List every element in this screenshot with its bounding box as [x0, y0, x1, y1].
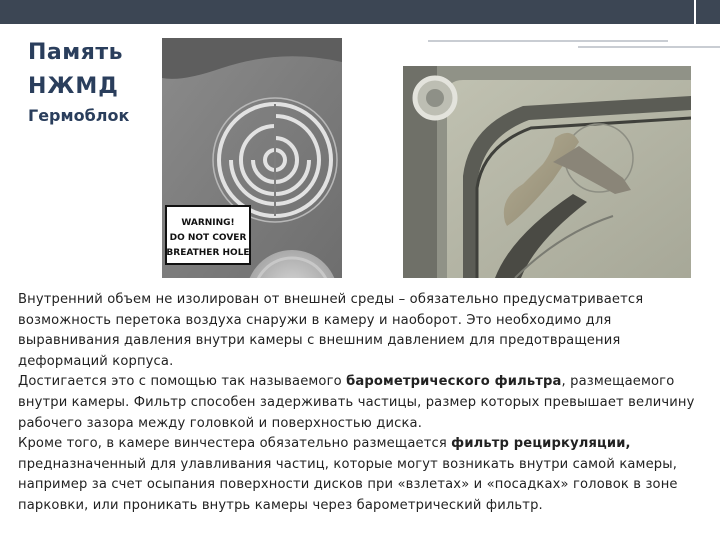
warning-line-3: BREATHER HOLE: [166, 248, 250, 258]
breather-hole-photo: [162, 38, 342, 278]
accent-line: [428, 40, 668, 42]
accent-line: [578, 46, 720, 48]
recirculation-filter-photo: [403, 66, 691, 278]
text-run: Достигается это с помощью так называемого: [18, 374, 347, 390]
warning-line-1: WARNING!: [181, 218, 235, 228]
slide-title: Память: [28, 40, 124, 65]
term-barometric-filter: барометрического фильтра: [346, 374, 562, 390]
paragraph-barometric-filter: [18, 372, 708, 434]
text-run: предназначенный для улавливания частиц, которые могут возникать внутри самой камеры, например за счет осыпания поверхности дисков при «взлетах» и «посадках» головок в зоне парковки, или проникать внутрь камеры через барометрический фильтр.: [18, 456, 678, 513]
body-text: [18, 290, 708, 517]
paragraph-pressure: Внутренний объем не изолирован от внешней среды – обязательно предусматривается возможность перетока воздуха снаружи в камеру и наоборот. Это необходимо для выравнивания давления внутри камеры с внешним давлением для предотвращения деформаций корпуса.: [18, 292, 644, 369]
text-run: Кроме того, в камере винчестера обязательно размещается: [18, 436, 452, 452]
top-bar-divider: [694, 0, 696, 24]
section-title: Гермоблок: [28, 106, 130, 125]
term-recirculation-filter: фильтр рециркуляции,: [451, 436, 631, 452]
warning-line-2: DO NOT COVER: [169, 233, 247, 243]
text-run: , размещаемого внутри камеры. Фильтр способен задерживать частицы, размер которых превышает величину рабочего зазора между головкой и поверхностью диска.: [18, 374, 695, 431]
slide-subtitle: НЖМД: [28, 74, 119, 99]
paragraph-recirculation-filter: [18, 434, 708, 516]
top-bar: [0, 0, 720, 24]
